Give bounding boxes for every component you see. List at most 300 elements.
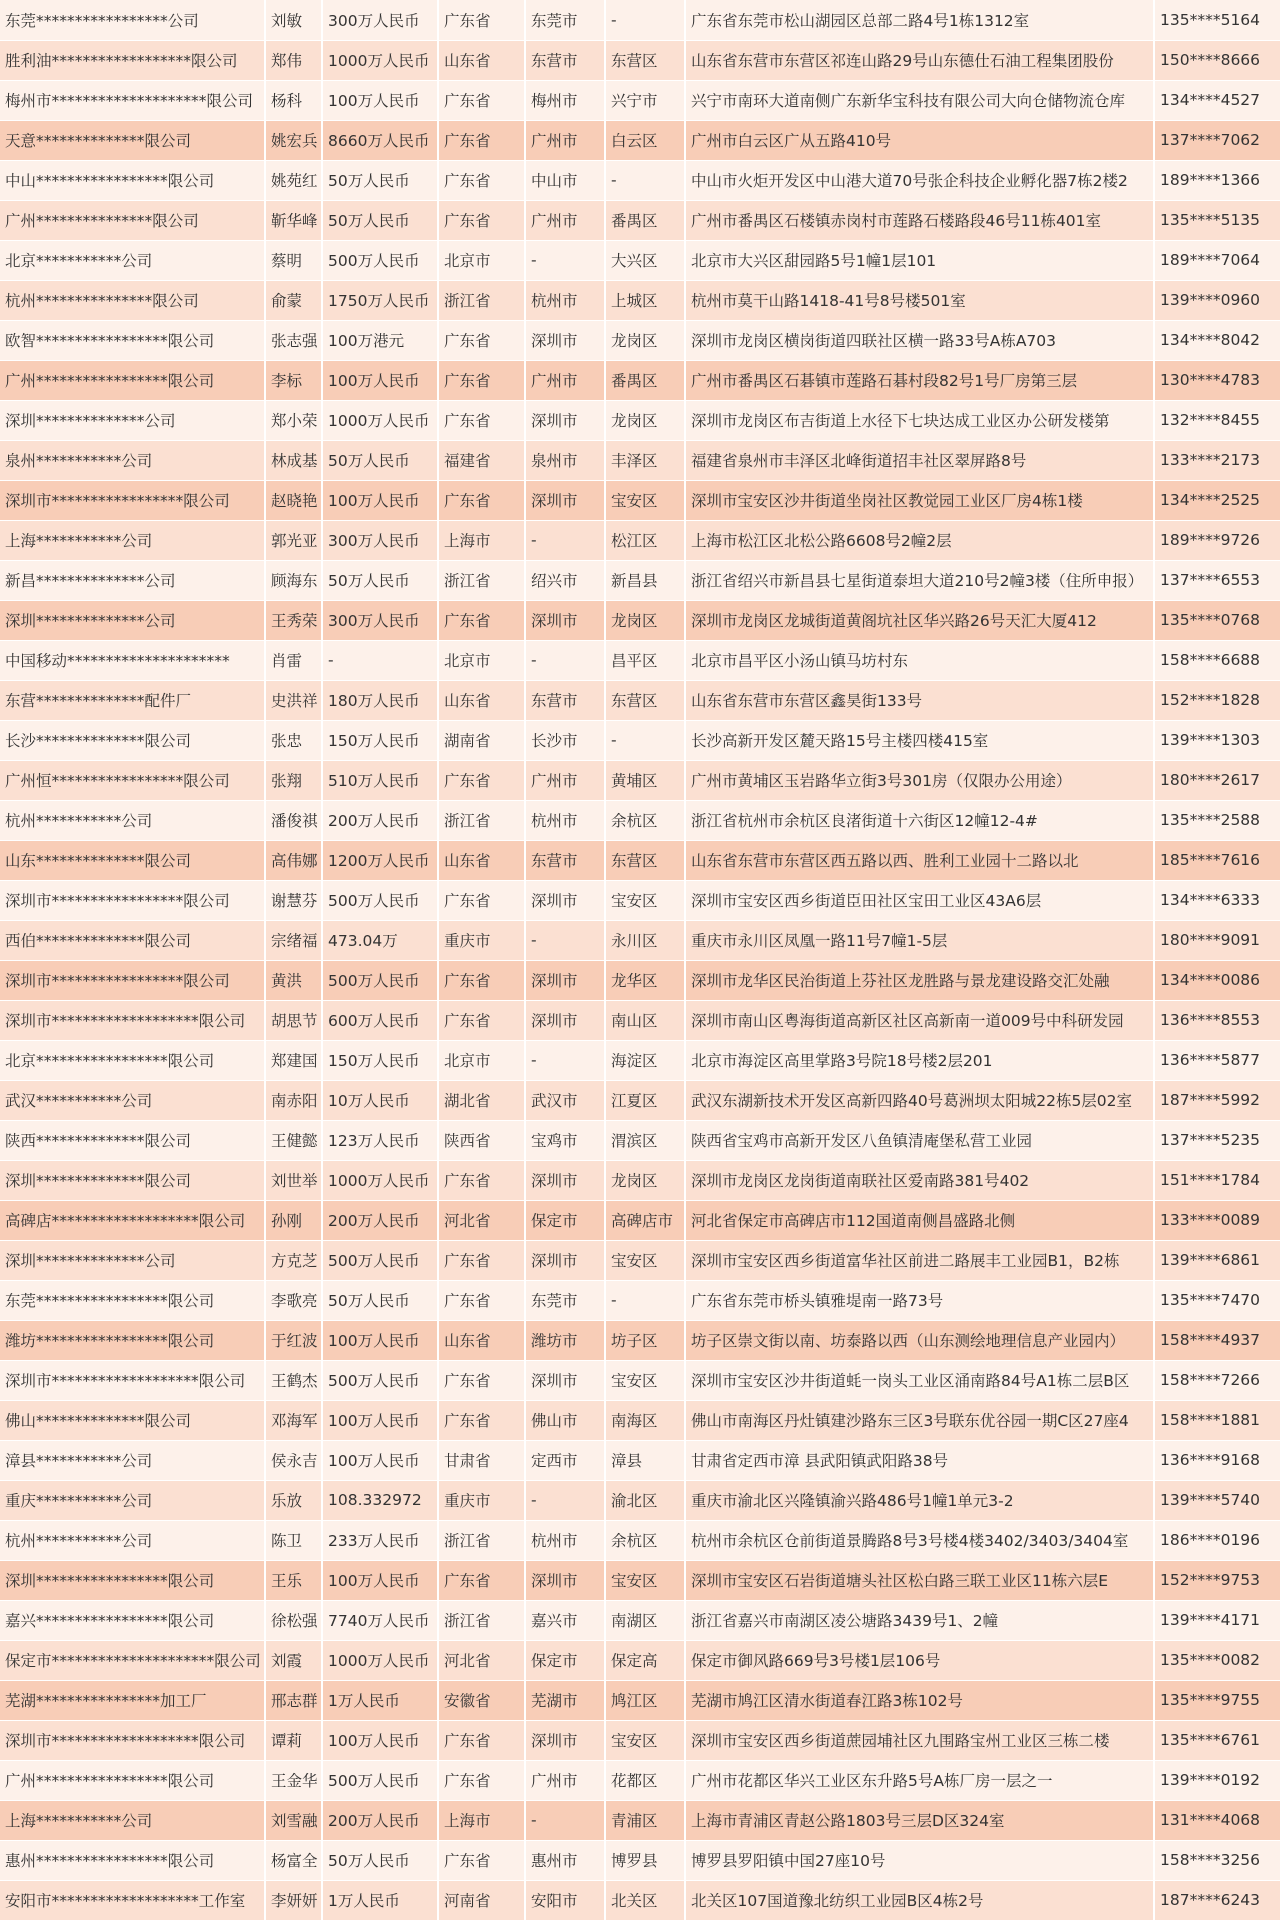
- contact-name-cell: 蔡明: [265, 240, 322, 280]
- contact-name-cell: 姚宏兵: [265, 120, 322, 160]
- contact-name-cell: 姚苑红: [265, 160, 322, 200]
- phone-cell: 180****2617: [1154, 760, 1280, 800]
- contact-name-cell: 王金华: [265, 1760, 322, 1800]
- city-cell: -: [525, 1040, 605, 1080]
- address-cell: 河北省保定市高碑店市112国道南侧昌盛路北侧: [685, 1200, 1154, 1240]
- contact-name-cell: 李标: [265, 360, 322, 400]
- city-cell: 东营市: [525, 680, 605, 720]
- city-cell: 广州市: [525, 200, 605, 240]
- address-cell: 保定市御风路669号3号楼1层106号: [685, 1640, 1154, 1680]
- table-row: [0, 1760, 1280, 1800]
- address-cell: 武汉东湖新技术开发区高新四路40号葛洲坝太阳城22栋5层02室: [685, 1080, 1154, 1120]
- city-cell: 武汉市: [525, 1080, 605, 1120]
- contact-name-cell: 孙刚: [265, 1200, 322, 1240]
- city-cell: 深圳市: [525, 320, 605, 360]
- district-cell: 南海区: [605, 1400, 685, 1440]
- province-cell: 广东省: [438, 1360, 525, 1400]
- city-cell: 长沙市: [525, 720, 605, 760]
- city-cell: 深圳市: [525, 1720, 605, 1760]
- registered-capital-cell: 100万人民币: [322, 480, 438, 520]
- address-cell: 广东省东莞市桥头镇雅堤南一路73号: [685, 1280, 1154, 1320]
- city-cell: 杭州市: [525, 1520, 605, 1560]
- table-row: [0, 280, 1280, 320]
- company-name-cell: 新昌**************公司: [0, 560, 265, 600]
- registered-capital-cell: 50万人民币: [322, 560, 438, 600]
- company-name-cell: 广州恒*****************限公司: [0, 760, 265, 800]
- company-name-cell: 深圳市*****************限公司: [0, 960, 265, 1000]
- table-row: [0, 1560, 1280, 1600]
- table-row: [0, 1240, 1280, 1280]
- table-row: [0, 200, 1280, 240]
- address-cell: 浙江省杭州市余杭区良渚街道十六街区12幢12-4#: [685, 800, 1154, 840]
- province-cell: 湖北省: [438, 1080, 525, 1120]
- phone-cell: 131****4068: [1154, 1800, 1280, 1840]
- province-cell: 山东省: [438, 840, 525, 880]
- company-name-cell: 芜湖****************加工厂: [0, 1680, 265, 1720]
- registered-capital-cell: 8660万人民币: [322, 120, 438, 160]
- province-cell: 甘肃省: [438, 1440, 525, 1480]
- province-cell: 浙江省: [438, 800, 525, 840]
- registered-capital-cell: 150万人民币: [322, 720, 438, 760]
- phone-cell: 139****6861: [1154, 1240, 1280, 1280]
- phone-cell: 134****6333: [1154, 880, 1280, 920]
- district-cell: 江夏区: [605, 1080, 685, 1120]
- address-cell: 北京市昌平区小汤山镇马坊村东: [685, 640, 1154, 680]
- table-row: [0, 1160, 1280, 1200]
- district-cell: 龙岗区: [605, 600, 685, 640]
- province-cell: 广东省: [438, 360, 525, 400]
- address-cell: 深圳市龙岗区横岗街道四联社区横一路33号A栋A703: [685, 320, 1154, 360]
- address-cell: 山东省东营市东营区西五路以西、胜利工业园十二路以北: [685, 840, 1154, 880]
- registered-capital-cell: 50万人民币: [322, 1280, 438, 1320]
- company-name-cell: 武汉***********公司: [0, 1080, 265, 1120]
- province-cell: 广东省: [438, 1760, 525, 1800]
- district-cell: 宝安区: [605, 1720, 685, 1760]
- contact-name-cell: 俞蒙: [265, 280, 322, 320]
- phone-cell: 185****7616: [1154, 840, 1280, 880]
- contact-name-cell: 谢慧芬: [265, 880, 322, 920]
- province-cell: 浙江省: [438, 1600, 525, 1640]
- company-name-cell: 安阳市*******************工作室: [0, 1880, 265, 1920]
- table-row: [0, 80, 1280, 120]
- contact-name-cell: 刘敏: [265, 0, 322, 40]
- address-cell: 北京市大兴区甜园路5号1幢1层101: [685, 240, 1154, 280]
- company-name-cell: 胜利油******************限公司: [0, 40, 265, 80]
- company-name-cell: 佛山**************限公司: [0, 1400, 265, 1440]
- phone-cell: 136****5877: [1154, 1040, 1280, 1080]
- address-cell: 山东省东营市东营区祁连山路29号山东德仕石油工程集团股份: [685, 40, 1154, 80]
- city-cell: -: [525, 520, 605, 560]
- company-name-cell: 天意**************限公司: [0, 120, 265, 160]
- city-cell: 安阳市: [525, 1880, 605, 1920]
- company-name-cell: 惠州*****************限公司: [0, 1840, 265, 1880]
- address-cell: 浙江省嘉兴市南湖区凌公塘路3439号1、2幢: [685, 1600, 1154, 1640]
- address-cell: 杭州市莫干山路1418-41号8号楼501室: [685, 280, 1154, 320]
- phone-cell: 139****1303: [1154, 720, 1280, 760]
- district-cell: 青浦区: [605, 1800, 685, 1840]
- phone-cell: 135****0082: [1154, 1640, 1280, 1680]
- registered-capital-cell: 7740万人民币: [322, 1600, 438, 1640]
- address-cell: 博罗县罗阳镇中国27座10号: [685, 1840, 1154, 1880]
- table-row: [0, 560, 1280, 600]
- province-cell: 山东省: [438, 40, 525, 80]
- phone-cell: 135****5164: [1154, 0, 1280, 40]
- district-cell: 漳县: [605, 1440, 685, 1480]
- province-cell: 湖南省: [438, 720, 525, 760]
- district-cell: 兴宁市: [605, 80, 685, 120]
- city-cell: 深圳市: [525, 1000, 605, 1040]
- province-cell: 广东省: [438, 1240, 525, 1280]
- company-name-cell: 深圳市*******************限公司: [0, 1000, 265, 1040]
- registered-capital-cell: 1000万人民币: [322, 1640, 438, 1680]
- table-row: [0, 1440, 1280, 1480]
- city-cell: 保定市: [525, 1200, 605, 1240]
- company-name-cell: 广州*****************限公司: [0, 360, 265, 400]
- registered-capital-cell: 500万人民币: [322, 880, 438, 920]
- province-cell: 浙江省: [438, 560, 525, 600]
- contact-name-cell: 史洪祥: [265, 680, 322, 720]
- table-row: [0, 600, 1280, 640]
- company-name-cell: 东莞*****************限公司: [0, 1280, 265, 1320]
- phone-cell: 135****5135: [1154, 200, 1280, 240]
- registered-capital-cell: 300万人民币: [322, 600, 438, 640]
- province-cell: 广东省: [438, 1160, 525, 1200]
- district-cell: -: [605, 720, 685, 760]
- phone-cell: 150****8666: [1154, 40, 1280, 80]
- registered-capital-cell: 180万人民币: [322, 680, 438, 720]
- district-cell: 余杭区: [605, 800, 685, 840]
- company-name-cell: 保定市*********************限公司: [0, 1640, 265, 1680]
- province-cell: 浙江省: [438, 280, 525, 320]
- address-cell: 北京市海淀区高里掌路3号院18号楼2层201: [685, 1040, 1154, 1080]
- registered-capital-cell: 500万人民币: [322, 1760, 438, 1800]
- table-row: [0, 440, 1280, 480]
- phone-cell: 189****7064: [1154, 240, 1280, 280]
- company-name-cell: 欧智*****************限公司: [0, 320, 265, 360]
- address-cell: 深圳市龙华区民治街道上芬社区龙胜路与景龙建设路交汇处融: [685, 960, 1154, 1000]
- company-name-cell: 泉州***********公司: [0, 440, 265, 480]
- phone-cell: 189****9726: [1154, 520, 1280, 560]
- province-cell: 陕西省: [438, 1120, 525, 1160]
- district-cell: 龙华区: [605, 960, 685, 1000]
- registered-capital-cell: 1万人民币: [322, 1680, 438, 1720]
- table-row: [0, 960, 1280, 1000]
- province-cell: 广东省: [438, 1840, 525, 1880]
- contact-name-cell: 刘雪融: [265, 1800, 322, 1840]
- table-row: [0, 1520, 1280, 1560]
- district-cell: 宝安区: [605, 1560, 685, 1600]
- registered-capital-cell: 1200万人民币: [322, 840, 438, 880]
- table-row: [0, 1480, 1280, 1520]
- contact-name-cell: 郑小荣: [265, 400, 322, 440]
- district-cell: 宝安区: [605, 480, 685, 520]
- district-cell: 保定高: [605, 1640, 685, 1680]
- company-name-cell: 山东**************限公司: [0, 840, 265, 880]
- city-cell: 深圳市: [525, 1360, 605, 1400]
- registered-capital-cell: 200万人民币: [322, 1800, 438, 1840]
- registered-capital-cell: 50万人民币: [322, 160, 438, 200]
- company-name-cell: 广州*****************限公司: [0, 1760, 265, 1800]
- district-cell: 南湖区: [605, 1600, 685, 1640]
- phone-cell: 158****3256: [1154, 1840, 1280, 1880]
- city-cell: 深圳市: [525, 600, 605, 640]
- company-name-cell: 杭州***************限公司: [0, 280, 265, 320]
- city-cell: 绍兴市: [525, 560, 605, 600]
- table-row: [0, 1600, 1280, 1640]
- table-row: [0, 1000, 1280, 1040]
- registered-capital-cell: 100万人民币: [322, 80, 438, 120]
- registered-capital-cell: 100万人民币: [322, 1720, 438, 1760]
- contact-name-cell: 王健懿: [265, 1120, 322, 1160]
- district-cell: 白云区: [605, 120, 685, 160]
- contact-name-cell: 张志强: [265, 320, 322, 360]
- company-name-cell: 东莞*****************公司: [0, 0, 265, 40]
- phone-cell: 186****0196: [1154, 1520, 1280, 1560]
- company-name-cell: 深圳**************限公司: [0, 1160, 265, 1200]
- city-cell: 广州市: [525, 120, 605, 160]
- city-cell: 东营市: [525, 40, 605, 80]
- phone-cell: 139****0192: [1154, 1760, 1280, 1800]
- table-row: [0, 1200, 1280, 1240]
- table-row: [0, 800, 1280, 840]
- address-cell: 中山市火炬开发区中山港大道70号张企科技企业孵化器7栋2楼2: [685, 160, 1154, 200]
- contact-name-cell: 邢志群: [265, 1680, 322, 1720]
- province-cell: 广东省: [438, 480, 525, 520]
- district-cell: 宝安区: [605, 1360, 685, 1400]
- registered-capital-cell: 500万人民币: [322, 240, 438, 280]
- city-cell: -: [525, 920, 605, 960]
- city-cell: -: [525, 240, 605, 280]
- table-row: [0, 720, 1280, 760]
- registered-capital-cell: 100万港元: [322, 320, 438, 360]
- company-name-cell: 深圳**************公司: [0, 600, 265, 640]
- address-cell: 长沙高新开发区麓天路15号主楼四楼415室: [685, 720, 1154, 760]
- address-cell: 上海市青浦区青赵公路1803号三层D区324室: [685, 1800, 1154, 1840]
- table-row: [0, 840, 1280, 880]
- phone-cell: 132****8455: [1154, 400, 1280, 440]
- table-row: [0, 880, 1280, 920]
- province-cell: 北京市: [438, 640, 525, 680]
- phone-cell: 180****9091: [1154, 920, 1280, 960]
- contact-name-cell: 肖雷: [265, 640, 322, 680]
- address-cell: 深圳市南山区粤海街道高新区社区高新南一道009号中科研发园: [685, 1000, 1154, 1040]
- district-cell: 永川区: [605, 920, 685, 960]
- contact-name-cell: 南赤阳: [265, 1080, 322, 1120]
- district-cell: 新昌县: [605, 560, 685, 600]
- city-cell: 深圳市: [525, 480, 605, 520]
- registered-capital-cell: 1000万人民币: [322, 400, 438, 440]
- contact-name-cell: 邓海军: [265, 1400, 322, 1440]
- address-cell: 广州市番禺区石碁镇市莲路石碁村段82号1号厂房第三层: [685, 360, 1154, 400]
- city-cell: 深圳市: [525, 960, 605, 1000]
- contact-name-cell: 乐放: [265, 1480, 322, 1520]
- phone-cell: 134****8042: [1154, 320, 1280, 360]
- province-cell: 北京市: [438, 240, 525, 280]
- company-name-cell: 深圳市*****************限公司: [0, 880, 265, 920]
- company-name-cell: 深圳市*******************限公司: [0, 1360, 265, 1400]
- contact-name-cell: 李妍妍: [265, 1880, 322, 1920]
- phone-cell: 135****9755: [1154, 1680, 1280, 1720]
- address-cell: 深圳市宝安区沙井街道坐岗社区教觉园工业区厂房4栋1楼: [685, 480, 1154, 520]
- registered-capital-cell: -: [322, 640, 438, 680]
- district-cell: 宝安区: [605, 1240, 685, 1280]
- contact-name-cell: 李歌亮: [265, 1280, 322, 1320]
- phone-cell: 133****2173: [1154, 440, 1280, 480]
- phone-cell: 139****5740: [1154, 1480, 1280, 1520]
- registered-capital-cell: 473.04万: [322, 920, 438, 960]
- contact-name-cell: 王鹤杰: [265, 1360, 322, 1400]
- table-row: [0, 1680, 1280, 1720]
- phone-cell: 158****7266: [1154, 1360, 1280, 1400]
- company-name-cell: 深圳*****************限公司: [0, 1560, 265, 1600]
- contact-name-cell: 于红波: [265, 1320, 322, 1360]
- registered-capital-cell: 600万人民币: [322, 1000, 438, 1040]
- address-cell: 山东省东营市东营区鑫昊街133号: [685, 680, 1154, 720]
- contact-name-cell: 张翔: [265, 760, 322, 800]
- company-name-cell: 中国移动*********************: [0, 640, 265, 680]
- table-row: [0, 1800, 1280, 1840]
- registered-capital-cell: 1000万人民币: [322, 40, 438, 80]
- phone-cell: 136****9168: [1154, 1440, 1280, 1480]
- table-row: [0, 480, 1280, 520]
- district-cell: 东营区: [605, 40, 685, 80]
- contact-name-cell: 杨富全: [265, 1840, 322, 1880]
- company-name-cell: 深圳市*****************限公司: [0, 480, 265, 520]
- city-cell: 广州市: [525, 1760, 605, 1800]
- contact-name-cell: 刘世举: [265, 1160, 322, 1200]
- contact-name-cell: 杨科: [265, 80, 322, 120]
- phone-cell: 135****7470: [1154, 1280, 1280, 1320]
- province-cell: 广东省: [438, 1280, 525, 1320]
- registered-capital-cell: 100万人民币: [322, 1560, 438, 1600]
- phone-cell: 187****6243: [1154, 1880, 1280, 1920]
- address-cell: 重庆市永川区凤凰一路11号7幢1-5层: [685, 920, 1154, 960]
- registered-capital-cell: 100万人民币: [322, 1320, 438, 1360]
- registered-capital-cell: 10万人民币: [322, 1080, 438, 1120]
- district-cell: 黄埔区: [605, 760, 685, 800]
- company-name-cell: 嘉兴*****************限公司: [0, 1600, 265, 1640]
- address-cell: 北关区107国道豫北纺织工业园B区4栋2号: [685, 1880, 1154, 1920]
- phone-cell: 130****4783: [1154, 360, 1280, 400]
- address-cell: 深圳市宝安区沙井街道蚝一岗头工业区涌南路84号A1栋二层B区: [685, 1360, 1154, 1400]
- company-name-cell: 广州***************限公司: [0, 200, 265, 240]
- address-cell: 福建省泉州市丰泽区北峰街道招丰社区翠屏路8号: [685, 440, 1154, 480]
- registered-capital-cell: 500万人民币: [322, 960, 438, 1000]
- district-cell: 北关区: [605, 1880, 685, 1920]
- table-row: [0, 40, 1280, 80]
- phone-cell: 137****7062: [1154, 120, 1280, 160]
- district-cell: 渭滨区: [605, 1120, 685, 1160]
- address-cell: 深圳市宝安区西乡街道蔗园埔社区九围路宝州工业区三栋二楼: [685, 1720, 1154, 1760]
- district-cell: 番禺区: [605, 200, 685, 240]
- company-name-cell: 深圳**************公司: [0, 1240, 265, 1280]
- province-cell: 福建省: [438, 440, 525, 480]
- city-cell: 佛山市: [525, 1400, 605, 1440]
- registered-capital-cell: 50万人民币: [322, 1840, 438, 1880]
- district-cell: 渝北区: [605, 1480, 685, 1520]
- city-cell: 宝鸡市: [525, 1120, 605, 1160]
- address-cell: 坊子区崇文街以南、坊泰路以西（山东测绘地理信息产业园内）: [685, 1320, 1154, 1360]
- province-cell: 广东省: [438, 960, 525, 1000]
- phone-cell: 152****9753: [1154, 1560, 1280, 1600]
- province-cell: 上海市: [438, 520, 525, 560]
- district-cell: -: [605, 1280, 685, 1320]
- city-cell: 东莞市: [525, 0, 605, 40]
- city-cell: -: [525, 1800, 605, 1840]
- province-cell: 广东省: [438, 80, 525, 120]
- city-cell: 深圳市: [525, 880, 605, 920]
- contact-name-cell: 王乐: [265, 1560, 322, 1600]
- phone-cell: 137****5235: [1154, 1120, 1280, 1160]
- contact-name-cell: 胡思节: [265, 1000, 322, 1040]
- registered-capital-cell: 50万人民币: [322, 200, 438, 240]
- province-cell: 广东省: [438, 120, 525, 160]
- company-name-cell: 中山*****************限公司: [0, 160, 265, 200]
- registered-capital-cell: 1750万人民币: [322, 280, 438, 320]
- registered-capital-cell: 1万人民币: [322, 1880, 438, 1920]
- registered-capital-cell: 50万人民币: [322, 440, 438, 480]
- company-name-cell: 深圳市*******************限公司: [0, 1720, 265, 1760]
- phone-cell: 151****1784: [1154, 1160, 1280, 1200]
- phone-cell: 187****5992: [1154, 1080, 1280, 1120]
- phone-cell: 134****4527: [1154, 80, 1280, 120]
- table-row: [0, 240, 1280, 280]
- district-cell: 余杭区: [605, 1520, 685, 1560]
- province-cell: 广东省: [438, 1000, 525, 1040]
- contact-name-cell: 侯永吉: [265, 1440, 322, 1480]
- address-cell: 深圳市宝安区西乡街道臣田社区宝田工业区43A6层: [685, 880, 1154, 920]
- address-cell: 重庆市渝北区兴隆镇渝兴路486号1幢1单元3-2: [685, 1480, 1154, 1520]
- company-name-cell: 上海***********公司: [0, 520, 265, 560]
- city-cell: 泉州市: [525, 440, 605, 480]
- address-cell: 芜湖市鸠江区清水街道春江路3栋102号: [685, 1680, 1154, 1720]
- phone-cell: 135****2588: [1154, 800, 1280, 840]
- registered-capital-cell: 1000万人民币: [322, 1160, 438, 1200]
- contact-name-cell: 徐松强: [265, 1600, 322, 1640]
- province-cell: 广东省: [438, 200, 525, 240]
- company-name-cell: 漳县***********公司: [0, 1440, 265, 1480]
- city-cell: 杭州市: [525, 280, 605, 320]
- table-row: [0, 1320, 1280, 1360]
- address-cell: 兴宁市南环大道南侧广东新华宝科技有限公司大向仓储物流仓库: [685, 80, 1154, 120]
- registered-capital-cell: 100万人民币: [322, 360, 438, 400]
- district-cell: 丰泽区: [605, 440, 685, 480]
- city-cell: 定西市: [525, 1440, 605, 1480]
- province-cell: 广东省: [438, 160, 525, 200]
- address-cell: 杭州市余杭区仓前街道景腾路8号3号楼4楼3402/3403/3404室: [685, 1520, 1154, 1560]
- table-row: [0, 520, 1280, 560]
- company-name-cell: 陕西**************限公司: [0, 1120, 265, 1160]
- phone-cell: 139****0960: [1154, 280, 1280, 320]
- district-cell: 龙岗区: [605, 400, 685, 440]
- company-name-cell: 重庆***********公司: [0, 1480, 265, 1520]
- city-cell: 保定市: [525, 1640, 605, 1680]
- city-cell: 杭州市: [525, 800, 605, 840]
- registered-capital-cell: 300万人民币: [322, 0, 438, 40]
- province-cell: 浙江省: [438, 1520, 525, 1560]
- company-name-cell: 西伯**************限公司: [0, 920, 265, 960]
- district-cell: 上城区: [605, 280, 685, 320]
- address-cell: 广州市番禺区石楼镇赤岗村市莲路石楼路段46号11栋401室: [685, 200, 1154, 240]
- district-cell: 花都区: [605, 1760, 685, 1800]
- contact-name-cell: 王秀荣: [265, 600, 322, 640]
- district-cell: 大兴区: [605, 240, 685, 280]
- registered-capital-cell: 123万人民币: [322, 1120, 438, 1160]
- contact-name-cell: 郑伟: [265, 40, 322, 80]
- address-cell: 佛山市南海区丹灶镇建沙路东三区3号联东优谷园一期C区27座4: [685, 1400, 1154, 1440]
- contact-name-cell: 陈卫: [265, 1520, 322, 1560]
- district-cell: 高碑店市: [605, 1200, 685, 1240]
